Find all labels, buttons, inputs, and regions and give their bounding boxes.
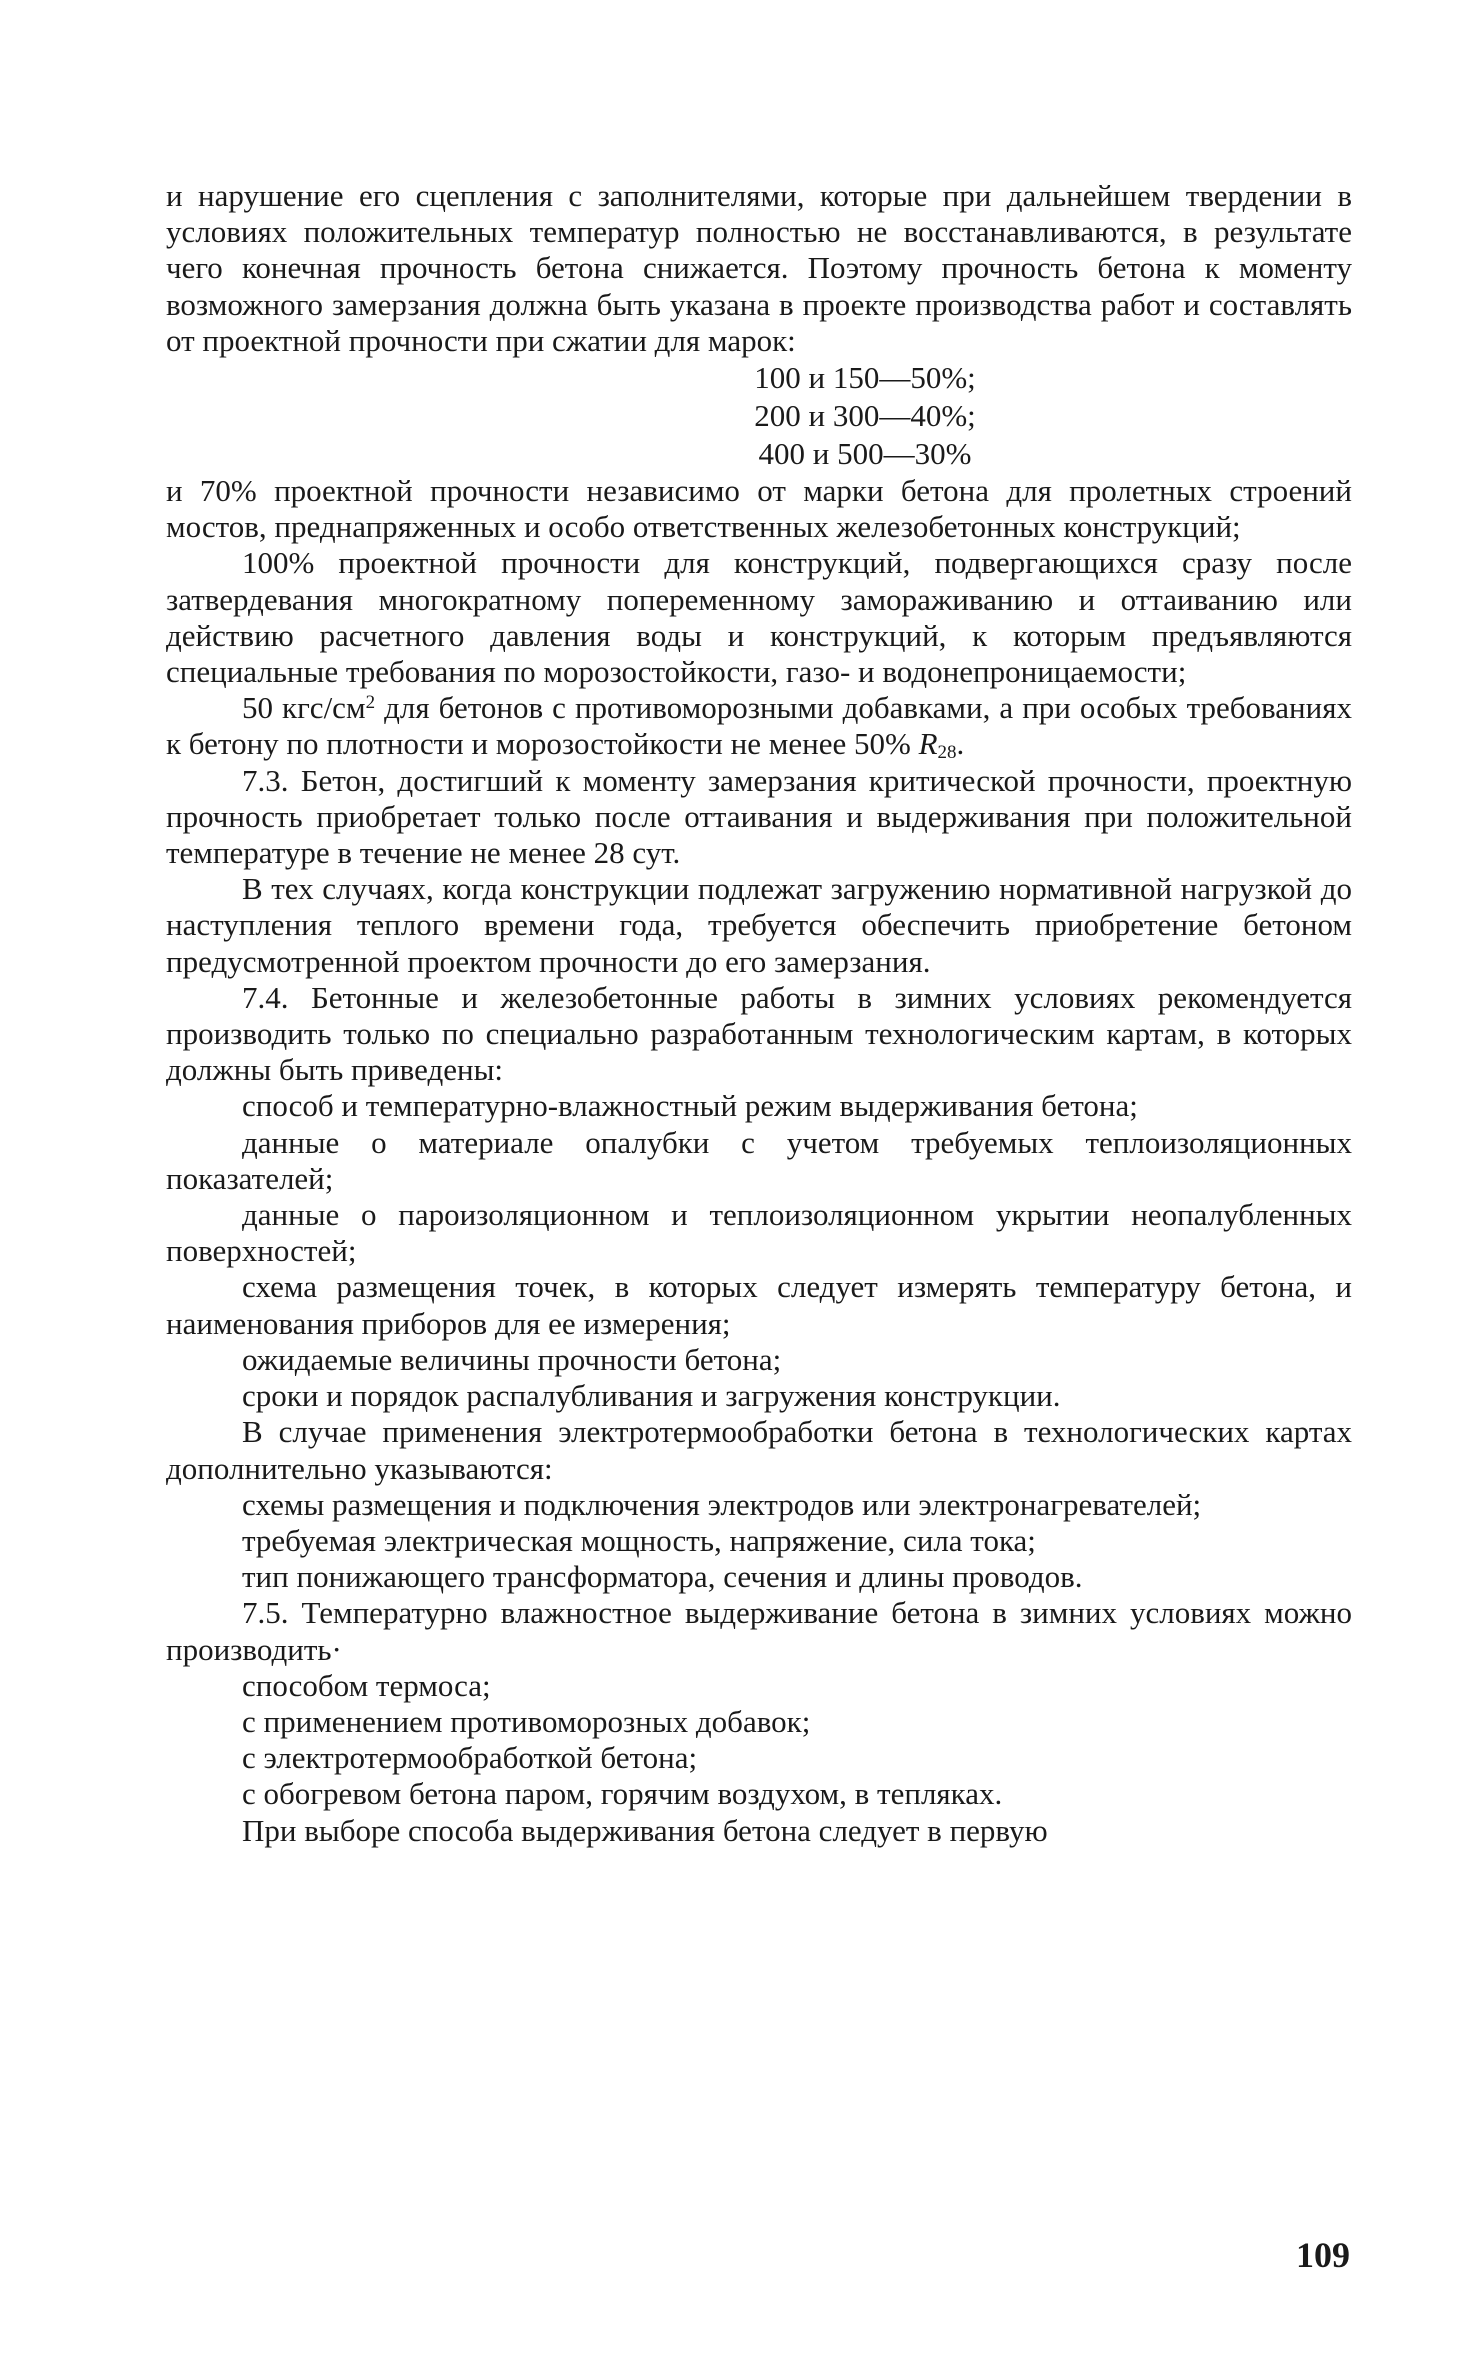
list-item: данные о пароизоляционном и теплоизоляционном укрытии неопалубленных поверхностей;	[166, 1197, 1352, 1269]
list-item: способом термоса;	[242, 1667, 491, 1703]
list-item: с электротермообработкой бетона;	[242, 1740, 698, 1776]
list-item: требуемая электрическая мощность, напряжение, сила тока;	[242, 1522, 1036, 1558]
superscript: 2	[365, 692, 376, 714]
section-7-5: 7.5. Температурно влажностное выдерживание бетона в зимних условиях можно производить·	[166, 1595, 1352, 1667]
grade-line: 100 и 150—50%;	[754, 360, 976, 396]
grade-line: 200 и 300—40%;	[754, 398, 976, 434]
grade-list	[378, 359, 1352, 473]
list-item: способ и температурно-влажностный режим выдерживания бетона;	[242, 1088, 1138, 1124]
section-7-3: 7.3. Бетон, достигший к моменту замерзания критической прочности, проектную прочность приобретает только после оттаивания и выдерживания при положительной температуре в течение не менее 28 сут.	[166, 762, 1352, 871]
list-item: данные о материале опалубки с учетом требуемых теплоизоляционных показателей;	[166, 1124, 1352, 1196]
section-7-3-continued: В тех случаях, когда конструкции подлежат загружению нормативной нагрузкой до наступления теплого времени года, требуется обеспечить приобретение бетоном предусмотренной проектом прочности до его замерзания.	[166, 871, 1352, 979]
grade-line: 400 и 500—30%	[758, 436, 972, 472]
subscript: 28	[937, 742, 957, 764]
additives-text-a: 50 кгс/см	[242, 690, 366, 726]
page-number: 109	[1296, 2235, 1350, 2275]
paragraph-intro: и нарушение его сцепления с заполнителями, которые при дальнейшем твердении в условиях положительных температур полностью не восстанавливаются, в результате чего конечная прочность бетона снижается. Поэтому прочность бетона к моменту возможного замерзания должна быть указана в проекте производства работ и составлять от проектной прочности при сжатии для марок:	[166, 178, 1352, 358]
list-item: с применением противоморозных добавок;	[242, 1703, 811, 1739]
list-item: сроки и порядок распалубливания и загружения конструкции.	[242, 1378, 1061, 1414]
list-item: с обогревом бетона паром, горячим воздухом, в тепляках.	[242, 1776, 1003, 1812]
paragraph-electro: В случае применения электротермообработки бетона в технологических картах дополнительно указываются:	[166, 1414, 1352, 1486]
paragraph-additives	[166, 690, 1352, 762]
additives-text-b: для бетонов с противоморозными добавками, а при особых требованиях к бетону по плотности и морозостойкости не менее 50%	[166, 690, 1352, 762]
strength-symbol: R	[918, 726, 938, 762]
paragraph-after-grades: и 70% проектной прочности независимо от марки бетона для пролетных строений мостов, преднапряженных и особо ответственных железобетонных конструкций;	[166, 473, 1352, 545]
additives-end: .	[956, 726, 965, 762]
section-7-4: 7.4. Бетонные и железобетонные работы в зимних условиях рекомендуется производить только по специально разработанным технологическим картам, в которых должны быть приведены:	[166, 979, 1352, 1088]
paragraph-full-strength: 100% проектной прочности для конструкций, подвергающихся сразу после затвердевания многократному попеременному замораживанию и оттаиванию или действию расчетного давления воды и конструкций, к которым предъявляются специальные требования по морозостойкости, газо- и водонепроницаемости;	[166, 545, 1352, 690]
list-item: схема размещения точек, в которых следует измерять температуру бетона, и наименования приборов для ее измерения;	[166, 1269, 1352, 1341]
list-item: тип понижающего трансформатора, сечения и длины проводов.	[242, 1559, 1083, 1595]
paragraph-final: При выборе способа выдерживания бетона следует в первую	[242, 1812, 1048, 1848]
list-item: схемы размещения и подключения электродов или электронагревателей;	[242, 1486, 1202, 1522]
list-item: ожидаемые величины прочности бетона;	[242, 1341, 782, 1377]
document-page	[166, 178, 1352, 1849]
